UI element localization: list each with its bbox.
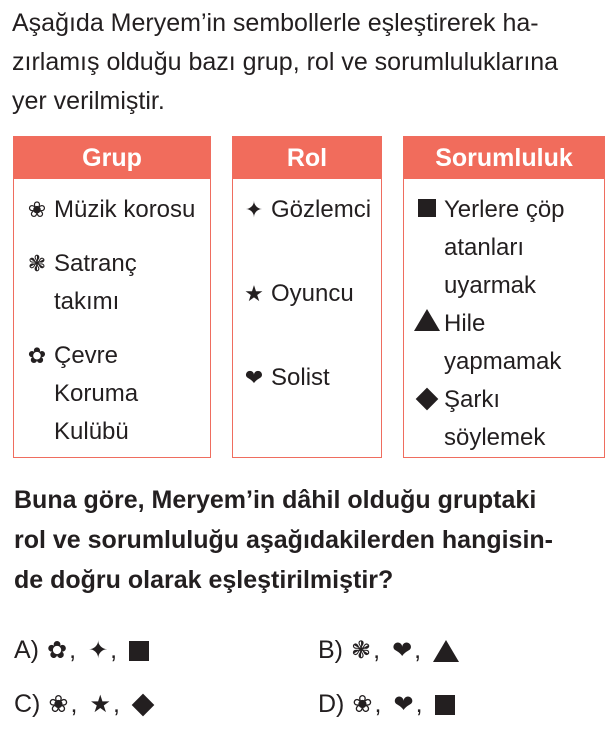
rol-header: Rol <box>233 137 381 179</box>
intro-line: yer verilmiştir. <box>12 87 165 115</box>
grup-item-label: Satranç <box>54 250 137 277</box>
diamond-icon <box>132 693 155 716</box>
option-a[interactable]: A) ✿ , ✦ , <box>14 636 149 665</box>
rol-table <box>232 136 382 458</box>
triangle-icon <box>414 309 440 331</box>
grup-item-label: Müzik korosu <box>54 196 196 223</box>
question-line: rol ve sorumluluğu aşağıdakilerden hangisin- <box>14 526 554 554</box>
star-icon: ★ <box>244 281 264 306</box>
flower-icon: ❀ <box>27 197 47 222</box>
heart-icon: ❤ <box>244 365 264 390</box>
intro-line: zırlamış olduğu bazı grup, rol ve sorumluluklarına <box>12 48 559 76</box>
sorumluluk-item-label: Hile <box>444 310 486 337</box>
clover-flower-icon: ✿ <box>27 343 47 368</box>
option-letter: B) <box>318 636 343 664</box>
grup-item-satranc <box>20 245 137 321</box>
grup-item-label: Kulübü <box>54 418 129 445</box>
clover-flower-icon: ✿ <box>47 637 68 664</box>
grup-item-label: takımı <box>54 288 120 315</box>
rol-item-label: Oyuncu <box>271 280 354 307</box>
square-icon <box>129 641 149 661</box>
grup-item-label: Koruma <box>54 380 139 407</box>
intro-line: Aşağıda Meryem’in sembollerle eşleştirerek ha- <box>12 9 539 37</box>
square-icon <box>435 695 455 715</box>
sorumluluk-header: Sorumluluk <box>404 137 604 179</box>
snowflake-flower-icon: ❃ <box>351 637 372 664</box>
option-d[interactable]: D) ❀ , ❤ , <box>318 690 455 719</box>
option-c[interactable]: C) ❀ , ★ , <box>14 690 154 719</box>
rol-item-solist <box>237 359 330 397</box>
heart-icon: ❤ <box>393 691 414 718</box>
grup-header: Grup <box>14 137 210 179</box>
triangle-icon <box>433 640 459 662</box>
rol-item-gozlemci <box>237 191 371 229</box>
question-line: de doğru olarak eşleştirilmiştir? <box>14 566 394 594</box>
flower-icon: ❀ <box>352 691 373 718</box>
intro-paragraph <box>12 4 612 121</box>
sorumluluk-table <box>403 136 605 458</box>
grup-table <box>13 136 211 458</box>
diamond-icon <box>416 388 439 411</box>
four-point-star-icon: ✦ <box>88 637 109 664</box>
option-letter: C) <box>14 690 41 718</box>
rol-item-label: Gözlemci <box>271 196 372 223</box>
heart-icon: ❤ <box>392 637 413 664</box>
sorumluluk-item-label: yapmamak <box>444 348 562 375</box>
option-letter: D) <box>318 690 345 718</box>
sorumluluk-item-label: uyarmak <box>444 272 537 299</box>
sorumluluk-item-label: söylemek <box>444 424 546 451</box>
option-b[interactable]: B) ❃ , ❤ , <box>318 636 459 665</box>
option-letter: A) <box>14 636 39 664</box>
rol-item-label: Solist <box>271 364 330 391</box>
sorumluluk-item-sarki <box>410 381 545 457</box>
sorumluluk-item-hile <box>410 305 561 381</box>
snowflake-flower-icon: ❃ <box>27 251 47 276</box>
sorumluluk-item-label: Yerlere çöp <box>444 196 565 223</box>
four-point-star-icon: ✦ <box>244 197 264 222</box>
grup-item-muzik-korosu <box>20 191 195 229</box>
rol-item-oyuncu <box>237 275 354 313</box>
grup-item-cevre-koruma <box>20 337 138 451</box>
sorumluluk-item-label: Şarkı <box>444 386 501 413</box>
sorumluluk-item-label: atanları <box>444 234 525 261</box>
square-icon <box>418 199 436 217</box>
question-line: Buna göre, Meryem’in dâhil olduğu gruptaki <box>14 486 537 514</box>
grup-item-label: Çevre <box>54 342 119 369</box>
star-icon: ★ <box>89 691 111 718</box>
sorumluluk-item-yerlere-cop <box>410 191 565 305</box>
question-text <box>14 480 608 600</box>
flower-icon: ❀ <box>48 691 69 718</box>
